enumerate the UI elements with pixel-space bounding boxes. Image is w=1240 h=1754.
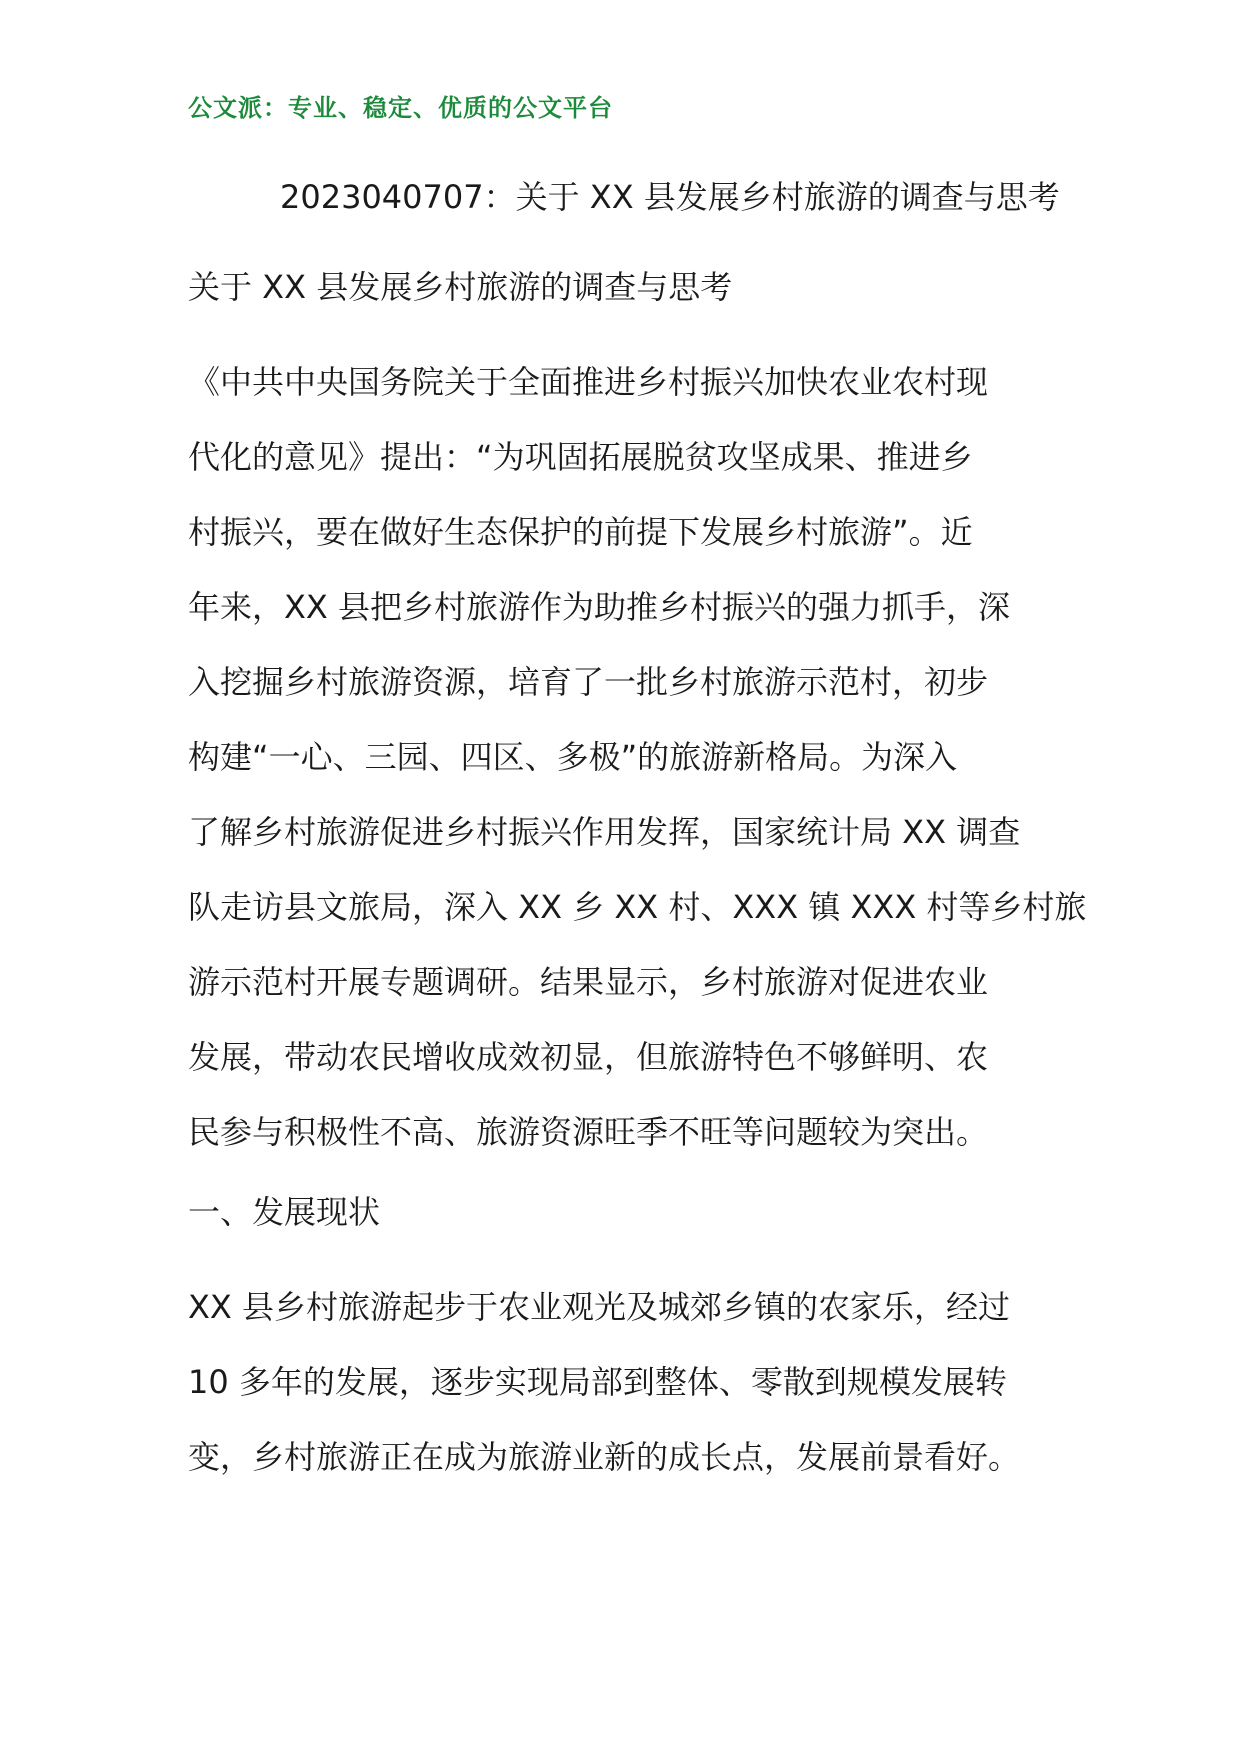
paragraph-line: 入挖掘乡村旅游资源，培育了一批乡村旅游示范村，初步 <box>188 663 989 701</box>
paragraph-line: 10 多年的发展，逐步实现局部到整体、零散到规模发展转 <box>188 1363 1007 1401</box>
document-title: 2023040707：关于 XX 县发展乡村旅游的调查与思考 <box>280 178 1060 216</box>
paragraph-line: 代化的意见》提出：“为巩固拓展脱贫攻坚成果、推进乡 <box>188 438 973 476</box>
paragraph-line: 村振兴，要在做好生态保护的前提下发展乡村旅游”。近 <box>188 513 973 551</box>
paragraph-line: 队走访县文旅局，深入 XX 乡 XX 村、XXX 镇 XXX 村等乡村旅 <box>188 888 1087 926</box>
section1-paragraph <box>188 1270 1068 1495</box>
section-heading: 一、发展现状 <box>188 1193 381 1231</box>
brand-header: 公文派：专业、稳定、优质的公文平台 <box>188 94 613 122</box>
paragraph-line: 《中共中央国务院关于全面推进乡村振兴加快农业农村现 <box>188 363 989 401</box>
paragraph-line: 民参与积极性不高、旅游资源旺季不旺等问题较为突出。 <box>188 1113 989 1151</box>
intro-paragraph <box>188 345 1087 1170</box>
document-subtitle: 关于 XX 县发展乡村旅游的调查与思考 <box>188 268 733 306</box>
paragraph-line: 发展，带动农民增收成效初显，但旅游特色不够鲜明、农 <box>188 1038 989 1076</box>
paragraph-line: 构建“一心、三园、四区、多极”的旅游新格局。为深入 <box>188 738 958 776</box>
paragraph-line: 了解乡村旅游促进乡村振兴作用发挥，国家统计局 XX 调查 <box>188 813 1021 851</box>
paragraph-line: 游示范村开展专题调研。结果显示，乡村旅游对促进农业 <box>188 963 989 1001</box>
paragraph-line: 变，乡村旅游正在成为旅游业新的成长点，发展前景看好。 <box>188 1438 1021 1476</box>
paragraph-line: 年来，XX 县把乡村旅游作为助推乡村振兴的强力抓手，深 <box>188 588 1011 626</box>
paragraph-line: XX 县乡村旅游起步于农业观光及城郊乡镇的农家乐，经过 <box>188 1288 1011 1326</box>
